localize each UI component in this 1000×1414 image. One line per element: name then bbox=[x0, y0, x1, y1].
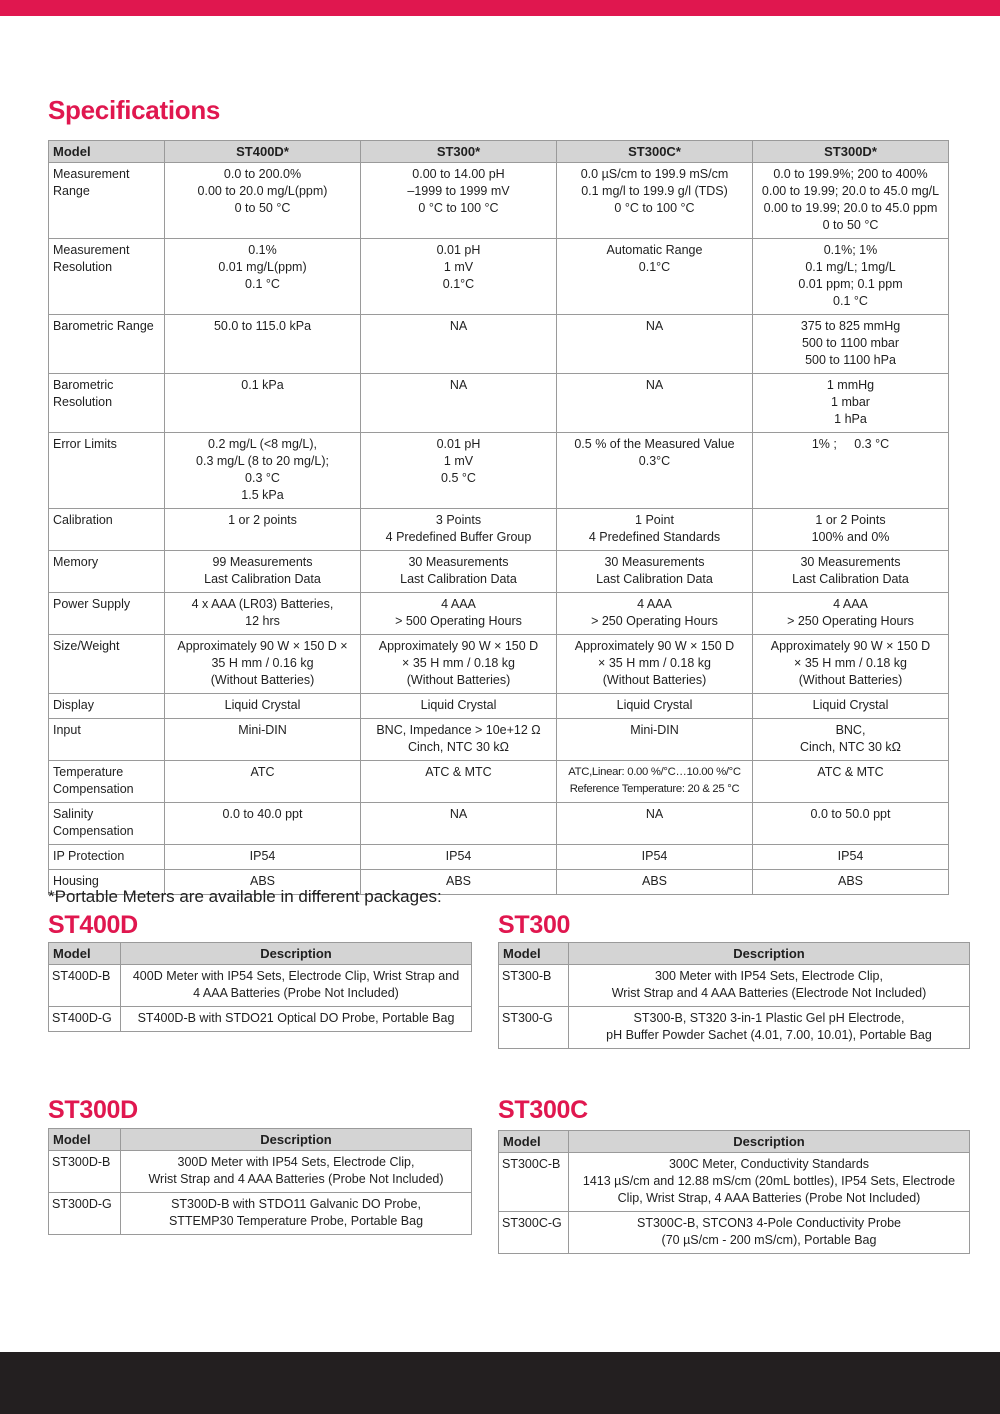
package-header-model: Model bbox=[499, 1131, 569, 1153]
package-description: ST300C-B, STCON3 4-Pole Conductivity Probe (70 µS/cm - 200 mS/cm), Portable Bag bbox=[569, 1212, 970, 1254]
spec-cell: Approximately 90 W × 150 D × 35 H mm / 0.18 kg (Without Batteries) bbox=[753, 635, 949, 694]
package-row bbox=[499, 1153, 970, 1212]
spec-cell: IP54 bbox=[557, 845, 753, 870]
top-accent-bar bbox=[0, 0, 1000, 16]
package-description: 400D Meter with IP54 Sets, Electrode Clip, Wrist Strap and 4 AAA Batteries (Probe Not Included) bbox=[121, 965, 472, 1007]
spec-cell: Mini-DIN bbox=[165, 719, 361, 761]
package-row bbox=[49, 965, 472, 1007]
spec-cell: NA bbox=[361, 374, 557, 433]
spec-row-label: Size/Weight bbox=[49, 635, 165, 694]
spec-cell: Mini-DIN bbox=[557, 719, 753, 761]
spec-row-label: Display bbox=[49, 694, 165, 719]
spec-cell: 1 or 2 points bbox=[165, 509, 361, 551]
spec-cell: 4 AAA > 250 Operating Hours bbox=[557, 593, 753, 635]
spec-cell: 30 Measurements Last Calibration Data bbox=[753, 551, 949, 593]
spec-row-memory bbox=[49, 551, 949, 593]
spec-cell: 1% ; 0.3 °C bbox=[753, 433, 949, 509]
package-header-description: Description bbox=[569, 1131, 970, 1153]
spec-header-st400d: ST400D* bbox=[165, 141, 361, 163]
spec-cell: Liquid Crystal bbox=[361, 694, 557, 719]
spec-cell: 0.1%; 1% 0.1 mg/L; 1mg/L 0.01 ppm; 0.1 ppm 0.1 °C bbox=[753, 239, 949, 315]
spec-cell: 50.0 to 115.0 kPa bbox=[165, 315, 361, 374]
spec-cell: ATC & MTC bbox=[753, 761, 949, 803]
package-row bbox=[499, 1007, 970, 1049]
package-title-st400d: ST400D bbox=[48, 911, 138, 939]
spec-row-ip-protection bbox=[49, 845, 949, 870]
spec-cell: 3 Points 4 Predefined Buffer Group bbox=[361, 509, 557, 551]
package-table-st400d bbox=[48, 942, 472, 1032]
spec-cell: BNC, Impedance > 10e+12 Ω Cinch, NTC 30 kΩ bbox=[361, 719, 557, 761]
package-model: ST300C-G bbox=[499, 1212, 569, 1254]
spec-cell: Liquid Crystal bbox=[165, 694, 361, 719]
package-title-st300d: ST300D bbox=[48, 1096, 138, 1124]
packages-note: *Portable Meters are available in different packages: bbox=[48, 887, 442, 906]
spec-cell: 0.2 mg/L (<8 mg/L), 0.3 mg/L (8 to 20 mg/L); 0.3 °C 1.5 kPa bbox=[165, 433, 361, 509]
spec-row-error-limits bbox=[49, 433, 949, 509]
spec-cell: Approximately 90 W × 150 D × 35 H mm / 0.18 kg (Without Batteries) bbox=[557, 635, 753, 694]
spec-row-label: Housing bbox=[49, 870, 165, 895]
spec-cell: ABS bbox=[753, 870, 949, 895]
spec-cell: Approximately 90 W × 150 D × 35 H mm / 0.16 kg (Without Batteries) bbox=[165, 635, 361, 694]
spec-header-st300c: ST300C* bbox=[557, 141, 753, 163]
spec-row-power-supply bbox=[49, 593, 949, 635]
package-table-st300d bbox=[48, 1128, 472, 1235]
spec-header-model: Model bbox=[49, 141, 165, 163]
package-model: ST300-B bbox=[499, 965, 569, 1007]
spec-row-measurement-resolution bbox=[49, 239, 949, 315]
spec-row-label: Calibration bbox=[49, 509, 165, 551]
package-header-model: Model bbox=[499, 943, 569, 965]
spec-cell: 0.0 to 40.0 ppt bbox=[165, 803, 361, 845]
spec-cell: Approximately 90 W × 150 D × 35 H mm / 0.18 kg (Without Batteries) bbox=[361, 635, 557, 694]
package-row bbox=[499, 965, 970, 1007]
spec-cell: 4 x AAA (LR03) Batteries, 12 hrs bbox=[165, 593, 361, 635]
package-header-row bbox=[499, 943, 970, 965]
spec-cell: ATC,Linear: 0.00 %/°C…10.00 %/°C Reference Temperature: 20 & 25 °C bbox=[557, 761, 753, 803]
spec-cell: 1 mmHg 1 mbar 1 hPa bbox=[753, 374, 949, 433]
package-title-st300: ST300 bbox=[498, 911, 571, 939]
page-title: Specifications bbox=[48, 95, 221, 125]
package-header-description: Description bbox=[121, 1129, 472, 1151]
spec-header-st300: ST300* bbox=[361, 141, 557, 163]
spec-row-salinity-compensation bbox=[49, 803, 949, 845]
spec-row-label: Input bbox=[49, 719, 165, 761]
package-row bbox=[49, 1007, 472, 1032]
spec-cell: BNC, Cinch, NTC 30 kΩ bbox=[753, 719, 949, 761]
spec-cell: ABS bbox=[557, 870, 753, 895]
spec-cell: 99 Measurements Last Calibration Data bbox=[165, 551, 361, 593]
spec-cell: ATC & MTC bbox=[361, 761, 557, 803]
package-header-row bbox=[499, 1131, 970, 1153]
spec-cell: 0.00 to 14.00 pH –1999 to 1999 mV 0 °C to 100 °C bbox=[361, 163, 557, 239]
specifications-table bbox=[48, 140, 949, 895]
package-header-row bbox=[49, 943, 472, 965]
spec-row-label: Barometric Range bbox=[49, 315, 165, 374]
package-model: ST300-G bbox=[499, 1007, 569, 1049]
package-description: 300C Meter, Conductivity Standards 1413 µS/cm and 12.88 mS/cm (20mL bottles), IP54 Sets, Electrode Clip, Wrist Strap, 4 AAA Batteries (Probe Not Included) bbox=[569, 1153, 970, 1212]
spec-cell: IP54 bbox=[753, 845, 949, 870]
spec-row-label: Measurement Range bbox=[49, 163, 165, 239]
package-description: 300 Meter with IP54 Sets, Electrode Clip, Wrist Strap and 4 AAA Batteries (Electrode Not Included) bbox=[569, 965, 970, 1007]
spec-cell: 0.01 pH 1 mV 0.5 °C bbox=[361, 433, 557, 509]
spec-header-st300d: ST300D* bbox=[753, 141, 949, 163]
spec-cell: 0.1% 0.01 mg/L(ppm) 0.1 °C bbox=[165, 239, 361, 315]
spec-cell: 0.0 to 200.0% 0.00 to 20.0 mg/L(ppm) 0 to 50 °C bbox=[165, 163, 361, 239]
spec-cell: NA bbox=[557, 315, 753, 374]
spec-row-label: Barometric Resolution bbox=[49, 374, 165, 433]
spec-cell: NA bbox=[557, 803, 753, 845]
package-description: ST300-B, ST320 3-in-1 Plastic Gel pH Electrode, pH Buffer Powder Sachet (4.01, 7.00, 10.01), Portable Bag bbox=[569, 1007, 970, 1049]
package-row bbox=[49, 1151, 472, 1193]
spec-row-label: Temperature Compensation bbox=[49, 761, 165, 803]
spec-row-barometric-resolution bbox=[49, 374, 949, 433]
spec-cell: 1 or 2 Points 100% and 0% bbox=[753, 509, 949, 551]
spec-cell: 4 AAA > 250 Operating Hours bbox=[753, 593, 949, 635]
spec-cell: 375 to 825 mmHg 500 to 1100 mbar 500 to 1100 hPa bbox=[753, 315, 949, 374]
package-model: ST300C-B bbox=[499, 1153, 569, 1212]
spec-cell: 0.1 kPa bbox=[165, 374, 361, 433]
package-model: ST300D-B bbox=[49, 1151, 121, 1193]
spec-cell: ATC bbox=[165, 761, 361, 803]
spec-cell: ABS bbox=[165, 870, 361, 895]
package-row bbox=[499, 1212, 970, 1254]
spec-cell: 0.01 pH 1 mV 0.1°C bbox=[361, 239, 557, 315]
spec-cell: ABS bbox=[361, 870, 557, 895]
spec-cell: Automatic Range 0.1°C bbox=[557, 239, 753, 315]
bottom-footer-bar bbox=[0, 1352, 1000, 1414]
spec-cell: NA bbox=[557, 374, 753, 433]
package-description: ST300D-B with STDO11 Galvanic DO Probe, STTEMP30 Temperature Probe, Portable Bag bbox=[121, 1193, 472, 1235]
spec-row-label: Error Limits bbox=[49, 433, 165, 509]
spec-row-barometric-range bbox=[49, 315, 949, 374]
package-title-st300c: ST300C bbox=[498, 1096, 588, 1124]
spec-row-label: Memory bbox=[49, 551, 165, 593]
spec-row-display bbox=[49, 694, 949, 719]
package-header-model: Model bbox=[49, 943, 121, 965]
spec-row-calibration bbox=[49, 509, 949, 551]
spec-cell: 1 Point 4 Predefined Standards bbox=[557, 509, 753, 551]
spec-cell: NA bbox=[361, 315, 557, 374]
spec-cell: 0.0 to 50.0 ppt bbox=[753, 803, 949, 845]
spec-row-input bbox=[49, 719, 949, 761]
package-row bbox=[49, 1193, 472, 1235]
spec-cell: NA bbox=[361, 803, 557, 845]
package-table-st300c bbox=[498, 1130, 970, 1254]
spec-cell: Liquid Crystal bbox=[557, 694, 753, 719]
package-model: ST300D-G bbox=[49, 1193, 121, 1235]
spec-cell: 0.5 % of the Measured Value 0.3°C bbox=[557, 433, 753, 509]
spec-cell: 30 Measurements Last Calibration Data bbox=[361, 551, 557, 593]
spec-row-temperature-compensation bbox=[49, 761, 949, 803]
spec-cell: 4 AAA > 500 Operating Hours bbox=[361, 593, 557, 635]
package-header-row bbox=[49, 1129, 472, 1151]
package-model: ST400D-B bbox=[49, 965, 121, 1007]
spec-row-size-weight bbox=[49, 635, 949, 694]
package-table-st300 bbox=[498, 942, 970, 1049]
spec-cell: 0.0 to 199.9%; 200 to 400% 0.00 to 19.99; 20.0 to 45.0 mg/L 0.00 to 19.99; 20.0 to 45.0 ppm 0 to 50 °C bbox=[753, 163, 949, 239]
spec-header-row bbox=[49, 141, 949, 163]
package-description: 300D Meter with IP54 Sets, Electrode Clip, Wrist Strap and 4 AAA Batteries (Probe Not Included) bbox=[121, 1151, 472, 1193]
spec-cell: Liquid Crystal bbox=[753, 694, 949, 719]
spec-row-label: IP Protection bbox=[49, 845, 165, 870]
spec-row-measurement-range bbox=[49, 163, 949, 239]
spec-row-label: Salinity Compensation bbox=[49, 803, 165, 845]
package-header-model: Model bbox=[49, 1129, 121, 1151]
spec-cell: IP54 bbox=[361, 845, 557, 870]
package-header-description: Description bbox=[121, 943, 472, 965]
spec-cell: 30 Measurements Last Calibration Data bbox=[557, 551, 753, 593]
spec-cell: IP54 bbox=[165, 845, 361, 870]
package-header-description: Description bbox=[569, 943, 970, 965]
package-description: ST400D-B with STDO21 Optical DO Probe, Portable Bag bbox=[121, 1007, 472, 1032]
spec-cell: 0.0 µS/cm to 199.9 mS/cm 0.1 mg/l to 199.9 g/l (TDS) 0 °C to 100 °C bbox=[557, 163, 753, 239]
spec-row-label: Measurement Resolution bbox=[49, 239, 165, 315]
package-model: ST400D-G bbox=[49, 1007, 121, 1032]
spec-row-label: Power Supply bbox=[49, 593, 165, 635]
